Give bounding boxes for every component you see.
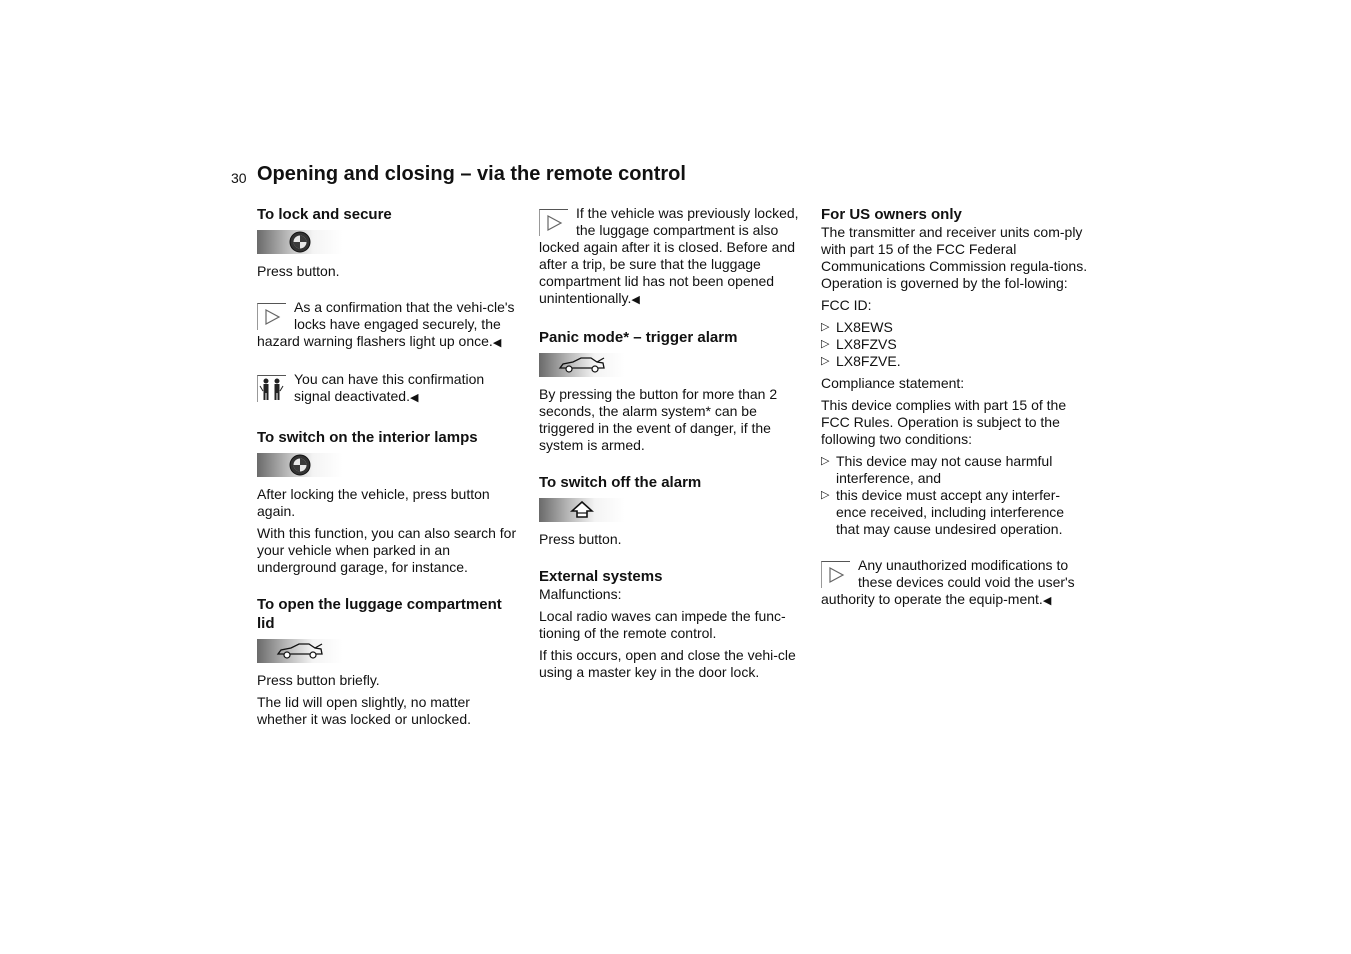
compliance-label: Compliance statement: xyxy=(821,375,965,391)
lamps-heading: To switch on the interior lamps xyxy=(257,429,478,446)
list-item: ▷ LX8EWS xyxy=(821,319,1089,336)
notice-triangle-icon xyxy=(821,561,850,588)
luggage-heading: To open the luggage compartment lid xyxy=(257,596,502,632)
external-text-2: Local radio waves can impede the func-tioning of the remote control. xyxy=(539,608,786,641)
page-title: Opening and closing – via the remote control xyxy=(257,163,686,185)
list-item: ▷ LX8FZVS xyxy=(821,336,1089,353)
house-arrow-icon xyxy=(570,501,594,519)
list-item: ▷ LX8FZVE. xyxy=(821,353,1089,370)
luggage-button-image xyxy=(257,639,343,663)
car-trunk-icon xyxy=(275,642,325,660)
fcc-id-label: FCC ID: xyxy=(821,297,872,313)
notice-triangle-icon xyxy=(257,303,286,330)
lamps-text-1: After locking the vehicle, press button again. xyxy=(257,486,490,519)
workshop-people-icon xyxy=(257,375,286,402)
lock-text: Press button. xyxy=(257,263,340,279)
end-marker: ◀ xyxy=(631,294,640,306)
external-heading: External systems xyxy=(539,568,663,585)
panic-text: By pressing the button for more than 2 seconds, the alarm system* can be triggered in the event of danger, if the system is armed. xyxy=(539,386,778,453)
list-item: ▷ This device may not cause harmful interference, and xyxy=(821,453,1089,487)
bmw-logo-icon xyxy=(287,231,313,253)
lock-heading: To lock and secure xyxy=(257,206,392,223)
column-1 xyxy=(257,205,523,733)
fcc-id-list xyxy=(821,319,1089,370)
confirmation-note xyxy=(257,371,523,407)
us-owners-text: The transmitter and receiver units com-ply with part 15 of the FCC Federal Communications Commission regula-tions. Operation is governed by the fol-lowing: xyxy=(821,224,1088,291)
luggage-note-text: If the vehicle was previously locked, the luggage compartment is also locked again after it is closed. Before and after a trip, be sure that the luggage compartment lid has not been opened unintentionally. xyxy=(539,205,799,306)
luggage-note xyxy=(539,205,809,309)
compliance-text: This device complies with part 15 of the FCC Rules. Operation is subject to the following two conditions: xyxy=(821,397,1067,447)
conditions-list xyxy=(821,453,1089,538)
lamps-text-2: With this function, you can also search for your vehicle when parked in an underground garage, for instance. xyxy=(257,525,517,575)
luggage-text-2: The lid will open slightly, no matter whether it was locked or unlocked. xyxy=(257,694,471,727)
lock-note xyxy=(257,299,523,352)
alarm-off-text: Press button. xyxy=(539,531,622,547)
lamps-button-image xyxy=(257,453,343,477)
bmw-logo-icon xyxy=(287,454,313,476)
list-item: ▷ this device must accept any interfer-ence received, including interference that may cause undesired operation. xyxy=(821,487,1089,538)
luggage-text-1: Press button briefly. xyxy=(257,672,380,688)
lock-note-text: As a confirmation that the vehi-cle's locks have engaged securely, the hazard warning flashers light up once. xyxy=(257,299,515,349)
panic-heading: Panic mode* – trigger alarm xyxy=(539,329,738,346)
panic-button-image xyxy=(539,353,625,377)
end-marker: ◀ xyxy=(409,392,419,404)
modifications-note xyxy=(821,557,1089,610)
car-trunk-icon xyxy=(557,356,607,374)
end-marker: ◀ xyxy=(492,337,502,349)
lock-button-image xyxy=(257,230,343,254)
end-marker: ◀ xyxy=(1042,595,1052,607)
alarm-off-heading: To switch off the alarm xyxy=(539,474,702,491)
alarm-off-button-image xyxy=(539,498,625,522)
column-2 xyxy=(539,205,809,686)
modifications-note-text: Any unauthorized modifications to these devices could void the user's authority to operate the equip-ment. xyxy=(821,557,1075,607)
notice-triangle-icon xyxy=(539,209,568,236)
column-3 xyxy=(821,205,1089,615)
external-text-3: If this occurs, open and close the vehi-cle using a master key in the door lock. xyxy=(539,647,796,680)
page-number: 30 xyxy=(231,170,247,186)
confirmation-note-text: You can have this confirmation signal deactivated. xyxy=(294,371,485,404)
external-text-1: Malfunctions: xyxy=(539,586,622,602)
us-owners-heading: For US owners only xyxy=(821,206,962,223)
